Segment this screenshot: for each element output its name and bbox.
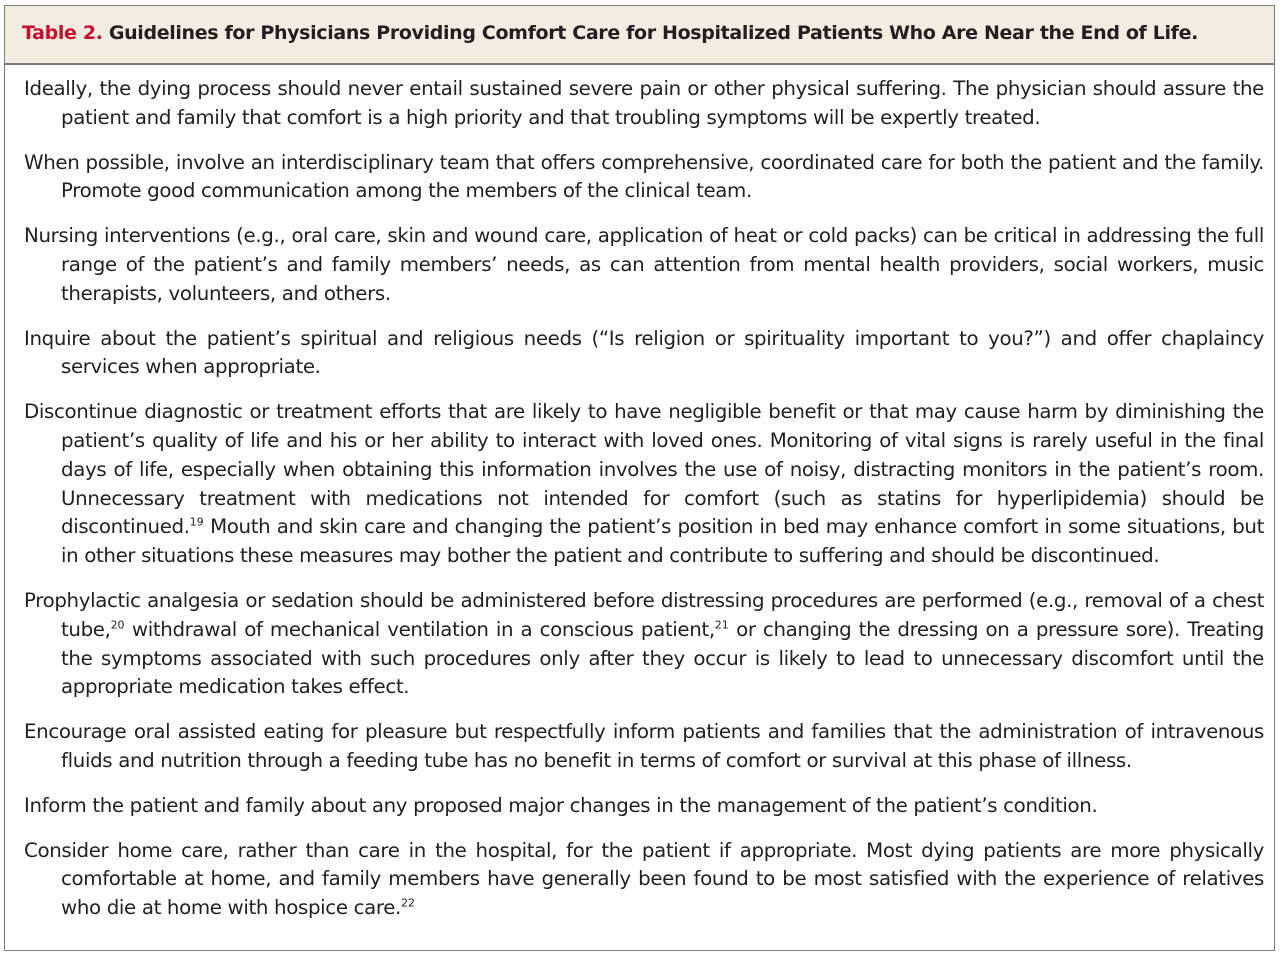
guideline-home-care (24, 837, 1264, 923)
guideline-text: Consider home care, rather than care in the hospital, for the patient if appropriate. Most dying patients are more physically comfortable at home, and family members have generally been found to be most satisfied with the experience of relatives who die at home with hospice care. (24, 838, 1264, 920)
guidelines-table (4, 5, 1275, 951)
guideline-text: Mouth and skin care and changing the patient’s position in bed may enhance comfort in some situations, but in other situations these measures may bother the patient and contribute to suffering and should be discontinued. (61, 515, 1264, 568)
reference-marker: 22 (401, 896, 415, 910)
guideline-prophylactic-analgesia (24, 587, 1264, 702)
table-number: Table 2. (22, 22, 103, 44)
guideline-text: or changing the dressing on a pressure sore). Treating the symptoms associated with such procedures only after they occur is likely to lead to unnecessary discomfort until the appropriate medication takes effect. (61, 617, 1264, 699)
guideline-text: Discontinue diagnostic or treatment efforts that are likely to have negligible benefit or that may cause harm by diminishing the patient’s quality of life and his or her ability to interact with loved ones. Monitoring of vital signs is rarely useful in the final days of life, especially when obtaining this information involves the use of noisy, distracting monitors in the patient’s room. Unnecessary treatment with medications not intended for comfort (such as statins for hyperlipidemia) should be discontinued. (24, 400, 1264, 539)
reference-marker: 21 (714, 618, 729, 632)
reference-marker: 20 (110, 618, 125, 632)
guideline-spiritual-needs: Inquire about the patient’s spiritual and religious needs (“Is religion or spirituality important to you?”) and offer chaplaincy services when appropriate. (24, 326, 1264, 379)
table-title (22, 19, 1274, 47)
table-title-text: Guidelines for Physicians Providing Comfort Care for Hospitalized Patients Who Are Near the End of Life. (108, 22, 1198, 44)
guideline-text: withdrawal of mechanical ventilation in a conscious patient, (124, 617, 715, 641)
guideline-interdisciplinary-team: When possible, involve an interdisciplinary team that offers comprehensive, coordinated care for both the patient and the family. Promote good communication among the members of the clinical team. (24, 150, 1264, 203)
guideline-text: Prophylactic analgesia or sedation should be administered before distressing procedures are performed (e.g., removal of a chest tube, (24, 588, 1264, 641)
reference-marker: 19 (189, 515, 204, 529)
table-header (5, 6, 1274, 65)
guideline-comfort-priority: Ideally, the dying process should never entail sustained severe pain or other physical suffering. The physician should assure the patient and family that comfort is a high priority and that troubling symptoms will be expertly treated. (24, 77, 1264, 129)
table-body (5, 65, 1274, 923)
guideline-inform-changes: Inform the patient and family about any proposed major changes in the management of the patient’s condition. (24, 793, 1098, 817)
guideline-nursing-interventions: Nursing interventions (e.g., oral care, skin and wound care, application of heat or cold packs) can be critical in addressing the full range of the patient’s and family members’ needs, as can attention from mental health providers, social workers, music therapists, volunteers, and others. (24, 224, 1264, 305)
guideline-oral-eating: Encourage oral assisted eating for pleasure but respectfully inform patients and families that the administration of intravenous fluids and nutrition through a feeding tube has no benefit in terms of comfort or survival at this phase of illness. (24, 720, 1264, 772)
guideline-discontinue-treatment (24, 398, 1264, 571)
